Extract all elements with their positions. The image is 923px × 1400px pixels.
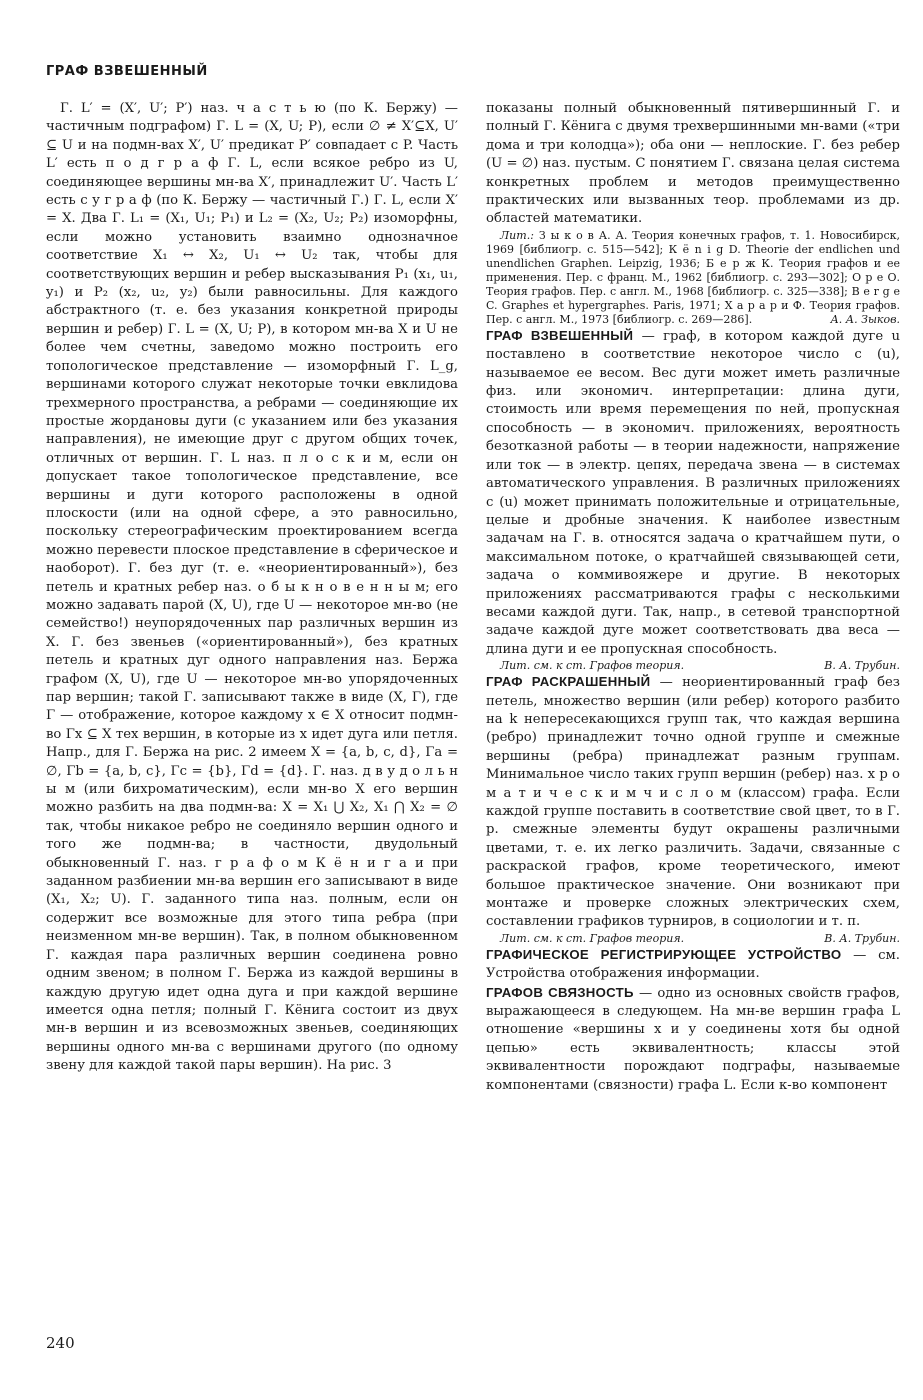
page-number: 240	[46, 1334, 75, 1352]
author-signature: В. А. Трубин.	[824, 931, 900, 945]
right-paragraph-continuation: показаны полный обыкновенный пятивершинный Г. и полный Г. Кёнига с двумя трехвершинными мн-вами («три дома и три колодца»); оба они — неплоские. Г. без ребер (U = ∅) наз. пустым. С понятием Г. связана целая система конкретных проблем и методов преимущественно практических или вызванных теор. проблемами из др. областей математики.	[486, 101, 900, 227]
author-signature: А. А. Зыков.	[830, 312, 900, 326]
literature-block-3	[486, 932, 900, 946]
entry-body: — одно из основных свойств графов, выражающееся в следующем. На мн-ве вершин графа L отношение «вершины x и y соединены хотя бы одной цепью» есть эквивалентность; классы этой эквивалентности порождают подграфы, называемые компонентами (связности) графа L. Если к-во компонент	[486, 985, 900, 1093]
right-column	[486, 100, 900, 1095]
entry-colored-graph	[486, 673, 900, 932]
entry-weighted-graph	[486, 327, 900, 659]
entry-headword: ГРАФИЧЕСКОЕ РЕГИСТРИРУЮЩЕЕ УСТРОЙСТВО	[486, 946, 842, 962]
author-signature: В. А. Трубин.	[824, 659, 900, 673]
entry-body: — граф, в котором каждой дуге u поставлено в соответствие некоторое число c (u), называемое ее весом. Вес дуги может иметь различные физ. или экономич. интерпретации: длина дуги, стоимость или время перемещения по ней, пропускная способность — в экономич. приложениях, вероятность безотказной работы — в теории надежности, напряжение или ток — в электр. цепях, передача звена — в системах автоматического управления. В различных приложениях c (u) может принимать положительные и отрицательные, целые и дробные значения. К наиболее известным задачам на Г. в. относятся задача о кратчайшем пути, о максимальном потоке, о кратчайшей связывающей сети, задача о коммивояжере и другие. В некоторых приложениях рассматриваются графы с несколькими весами каждой дуги. Так, напр., в сетевой транспортной задаче каждой дуге может соответствовать два веса — длина дуги и ее пропускная способность.	[486, 328, 900, 657]
entry-graph-connectivity	[486, 984, 900, 1095]
entry-headword: ГРАФ РАСКРАШЕННЫЙ	[486, 674, 651, 690]
entry-body: — см. Устройства отображения информации.	[486, 947, 900, 982]
entry-headword: ГРАФ ВЗВЕШЕННЫЙ	[486, 327, 634, 343]
literature-text: З ы к о в А. А. Теория конечных графов, т. 1. Новосибирск, 1969 [библиогр. с. 515—542]; К ё n i g D. Theorie der endlichen und unendlichen Graphen. Leipzig, 1936; Б е р ж К. Теория графов и ее применения. Пер. с франц. М., 1962 [библиогр. с. 293—302]; О р е О. Теория графов. Пер. с англ. М., 1968 [библиогр. с. 325—338]; B e r g e C. Graphes et hypergraphes. Paris, 1971; Х а р а р и Ф. Теория графов. Пер. с англ. М., 1973 [библиогр. с. 269—286].	[486, 228, 901, 326]
literature-text: Лит. см. к ст. Графов теория.	[500, 931, 685, 945]
entry-body: — неориентированный граф без петель, множество вершин (или ребер) которого разбито на k непересекающихся групп так, что каждая вершина (ребро) принадлежит точно одной группе и смежные вершины (ребра) принадлежат разным группам. Минимальное число таких групп вершин (ребер) наз. х р о м а т и ч е с к и м ч и с л о м (классом) графа. Если каждой группе поставить в соответствие свой цвет, то в Г. р. смежные элементы будут окрашены различными цветами, т. е. их легко различить. Задачи, связанные с раскраской графов, кроме теоретического, имеют большое практическое значение. Они возникают при монтаже и проверке сложных электрических схем, составлении графиков турниров, в социологии и т. п.	[486, 675, 901, 930]
literature-label: Лит.:	[500, 228, 534, 242]
entry-headword: ГРАФОВ СВЯЗНОСТЬ	[486, 984, 634, 1000]
entry-graphic-recorder	[486, 946, 900, 984]
literature-block-1	[486, 229, 900, 327]
literature-text: Лит. см. к ст. Графов теория.	[500, 659, 685, 673]
running-head: ГРАФ ВЗВЕШЕННЫЙ	[46, 64, 208, 79]
left-paragraph: Г. L′ = (X′, U′; P′) наз. ч а с т ь ю (по К. Бержу) — частичным подграфом) Г. L = (X, U; P), если ∅ ≠ X′⊆X, U′ ⊆ U и на подмн-вах X′, U′ предикат P′ совпадает с P. Часть L′ есть п о д г р а ф Г. L, если всякое ребро из U, соединяющее вершины мн-ва X′, принадлежит U′. Часть L′ есть с у г р а ф (по К. Бержу — частичный Г.) Г. L, если X′ = X. Два Г. L₁ = (X₁, U₁; P₁) и L₂ = (X₂, U₂; P₂) изоморфны, если можно установить взаимно однозначное соответствие X₁ ↔ X₂, U₁ ↔ U₂ так, чтобы для соответствующих вершин и ребер высказывания P₁ (x₁, u₁, y₁) и P₂ (x₂, u₂, y₂) были равносильны. Для каждого абстрактного (т. е. без указания конкретной природы вершин и ребер) Г. L = (X, U; P), в котором мн-ва X и U не более чем счетны, заведомо можно построить его топологическое представление — изоморфный Г. L_g, вершинами которого служат некоторые точки евклидова трехмерного пространства, а ребрами — соединяющие их простые жордановы дуги (с указанием или без указания направления), не имеющие друг с другом общих точек, отличных от вершин. Г. L наз. п л о с к и м, если он допускает такое топологическое представление, все вершины и дуги которого расположены в одной плоскости (или на одной сфере, а это равносильно, поскольку стереографическим проектированием всегда можно перевести плоское представление в сферическое и наоборот). Г. без дуг (т. е. «неориентированный»), без петель и кратных ребер наз. о б ы к н о в е н н ы м; его можно задавать парой (X, U), где U — некоторое мн-во (не семейство!) неупорядоченных пар различных вершин из X. Г. без звеньев («ориентированный»), без кратных петель и кратных дуг одного направления наз. Бержа графом (X, U), где U — некоторое мн-во упорядоченных пар вершин; такой Г. записывают также в виде (X, Γ), где Γ — отображение, которое каждому x ∈ X относит подмн-во Γx ⊆ X тех вершин, в которые из x идет дуга или петля. Напр., для Г. Бержа на рис. 2 имеем X = {a, b, c, d}, Γa = ∅, Γb = {a, b, c}, Γc = {b}, Γd = {d}. Г. наз. д в у д о л ь н ы м (или бихроматическим), если мн-во X его вершин можно разбить на два подмн-ва: X = X₁ ⋃ X₂, X₁ ⋂ X₂ = ∅ так, чтобы никакое ребро не соединяло вершин одного и того же подмн-ва; в частности, двудольный обыкновенный Г. наз. г р а ф о м К ё н и г а и при заданном разбиении мн-ва вершин его записывают в виде (X₁, X₂; U). Г. заданного типа наз. полным, если он содержит все возможные для этого типа ребра (при неизменном мн-ве вершин). Так, в полном обыкновенном Г. каждая пара различных вершин соединена ровно одним звеном; в полном Г. Бержа из каждой вершины в каждую другую идет одна дуга и при каждой вершине имеется одна петля; полный Г. Кёнига состоит из двух мн-в вершин и из всевозможных звеньев, соединяющих вершины одного мн-ва с вершинами другого (по одному звену для каждой такой пары вершин). На рис. 3	[46, 101, 458, 1074]
literature-block-2	[486, 659, 900, 673]
left-column	[46, 100, 458, 1076]
